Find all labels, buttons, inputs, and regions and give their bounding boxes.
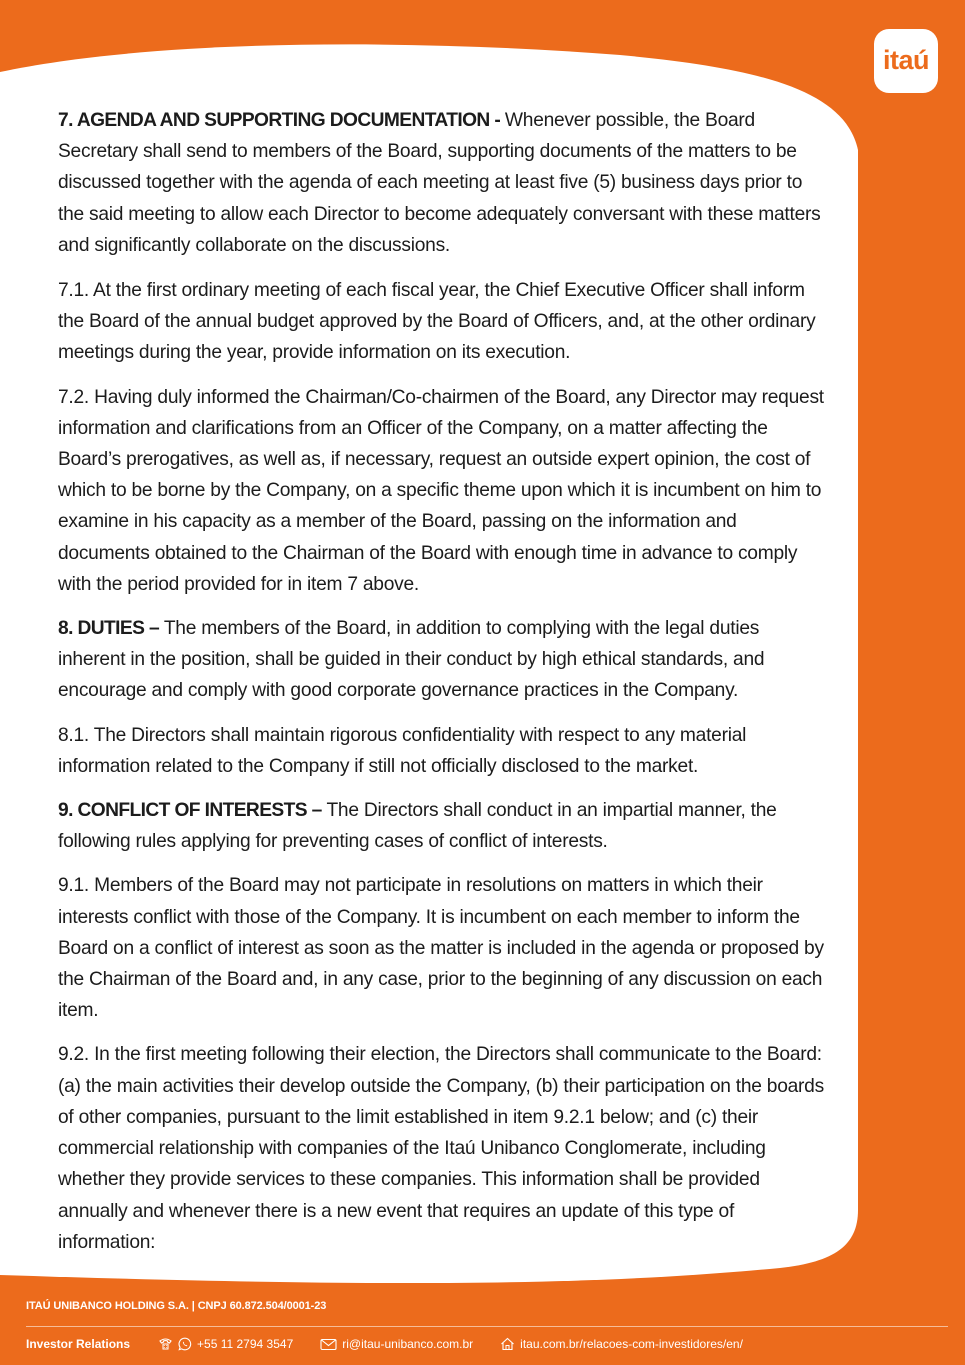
logo-text: itaú (882, 44, 929, 75)
paragraph-7-2 (58, 382, 830, 600)
paragraph-text: 9.1. Members of the Board may not participate in resolutions on matters in which their interests conflict with those of the Company. It is incumbent on each member to inform the Board on a conflict of interest as soon as the matter is included in the agenda or proposed by the Chairman of the Board and, in any case, prior to the beginning of any discussion on each item. (58, 875, 824, 1022)
paragraph-text: 7.1. At the first ordinary meeting of each fiscal year, the Chief Executive Officer shall inform the Board of the annual budget approved by the Board of Officers, and, at the other ordinary meetings during the year, provide information on its execution. (58, 280, 816, 364)
paragraph-text: 7.2. Having duly informed the Chairman/Co-chairmen of the Board, any Director may request information and clarifications from an Officer of the Company, on a matter affecting the Board’s prerogatives, as well as, if necessary, request an outside expert opinion, the cost of which to be borne by the Company, on a specific theme upon which it is incumbent on him to examine in his capacity as a member of the Board, passing on the information and documents obtained to the Chairman of the Board with enough time in advance to comply with the period provided for in item 7 above. (58, 386, 824, 595)
paragraph-text: Whenever possible, the Board Secretary shall send to members of the Board, supporting documents of the matters to be discussed together with the agenda of each meeting at least five (5) business days prior to the said meeting to allow each Director to become adequately conversant with these matters and significantly collaborate on the discussions. (58, 110, 821, 256)
email-contact[interactable] (320, 1337, 473, 1351)
document-body (58, 105, 830, 1271)
phone-number: +55 11 2794 3547 (197, 1337, 294, 1351)
paragraph-8-1 (58, 720, 830, 782)
itau-logo[interactable] (874, 29, 938, 93)
footer-contacts (26, 1334, 770, 1354)
heading-conflict: 9. CONFLICT OF INTERESTS – (58, 800, 327, 822)
paragraph-text: The members of the Board, in addition to complying with the legal duties inherent in the position, shall be guided in their conduct by high ethical standards, and encourage and comply with good corporate governance practices in the Company. (58, 618, 765, 702)
phone-icon (158, 1337, 173, 1351)
footer-divider (26, 1326, 948, 1327)
paragraph-text: 8.1. The Directors shall maintain rigorous confidentiality with respect to any material information related to the Company if still not officially disclosed to the market. (58, 724, 747, 777)
website-contact[interactable] (500, 1337, 743, 1351)
home-icon (500, 1337, 515, 1351)
paragraph-text: The Directors shall conduct in an impartial manner, the following rules applying for preventing cases of conflict of interests. (58, 800, 777, 853)
website-url: itau.com.br/relacoes-com-investidores/en/ (520, 1337, 743, 1351)
investor-relations-label: Investor Relations (26, 1337, 131, 1351)
footer-company: ITAÚ UNIBANCO HOLDING S.A. | CNPJ 60.872.504/0001-23 (26, 1300, 327, 1312)
paragraph-7-1 (58, 275, 830, 369)
email-icon (320, 1338, 337, 1351)
heading-duties: 8. DUTIES – (58, 618, 164, 640)
paragraph-conflict (58, 795, 830, 857)
paragraph-duties (58, 613, 830, 707)
paragraph-9-1 (58, 870, 830, 1026)
paragraph-agenda (58, 105, 830, 261)
phone-contact[interactable] (158, 1337, 293, 1351)
whatsapp-icon (178, 1337, 192, 1351)
paragraph-text: 9.2. In the first meeting following their election, the Directors shall communicate to the Board: (a) the main activities their develop outside the Company, (b) their participation on the boards of other companies, pursuant to the limit established in item 9.2.1 below; and (c) their commercial relationship with companies of the Itaú Unibanco Conglomerate, including whether they provide services to these companies. This information shall be provided annually and whenever there is a new event that requires an update of this type of information: (58, 1044, 824, 1253)
paragraph-9-2 (58, 1039, 830, 1257)
heading-agenda: 7. AGENDA AND SUPPORTING DOCUMENTATION - (58, 110, 505, 131)
email-address: ri@itau-unibanco.com.br (342, 1337, 474, 1351)
